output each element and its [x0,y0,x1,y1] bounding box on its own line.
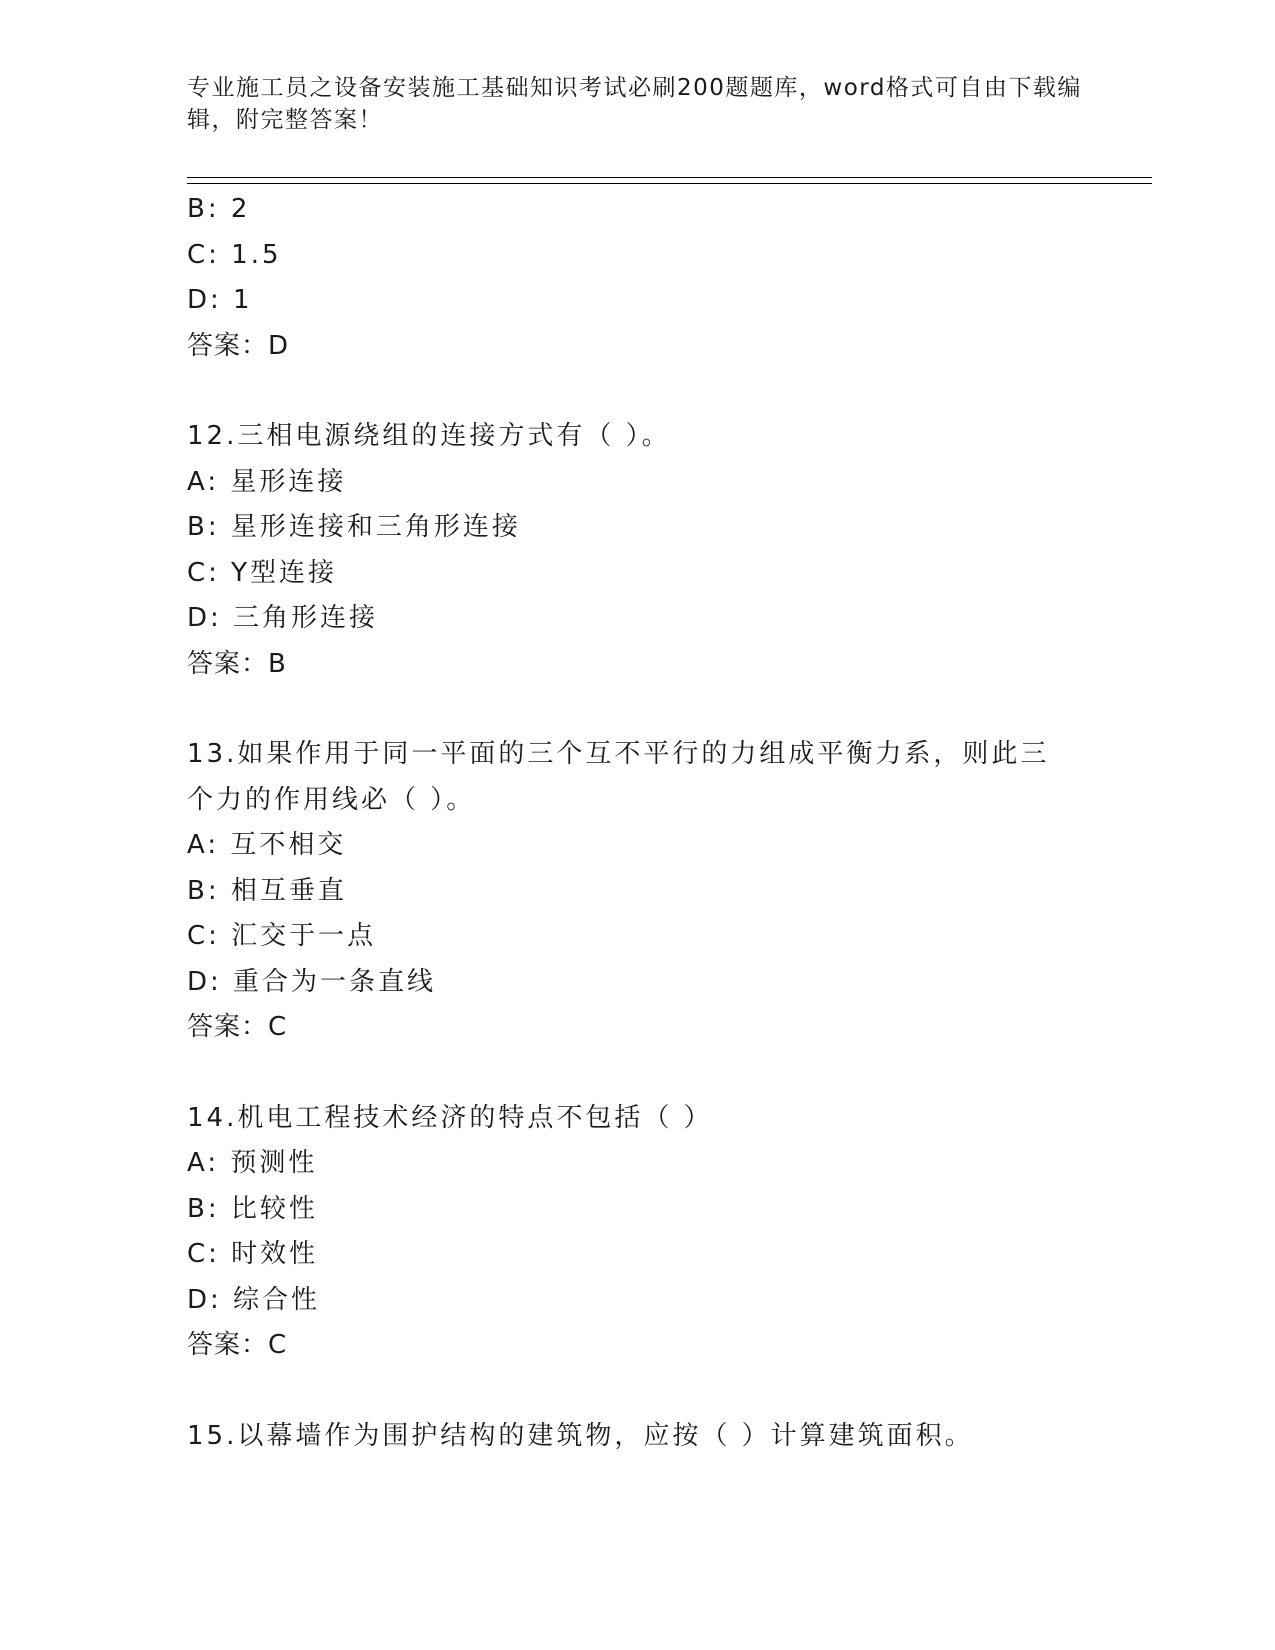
option-c: C: Y型连接 [187,557,338,588]
header-divider [187,177,1152,184]
option-a: A: 星形连接 [187,466,347,497]
option-b: B: 星形连接和三角形连接 [187,512,521,542]
option-c: C: 1.5 [187,239,282,270]
option-a: A: 互不相交 [187,830,347,860]
option-d: D: 综合性 [187,1284,321,1315]
option-c: C: 时效性 [187,1239,319,1269]
question-13 [187,732,1087,1051]
option-b: B: 比较性 [187,1193,318,1224]
answer-line: 答案：C [187,1012,288,1042]
option-d: D: 1 [187,285,253,315]
question-stem: 15.以幕墙作为围护结构的建筑物，应按（ ）计算建筑面积。 [187,1420,974,1451]
question-list [187,187,1087,1459]
option-a: A: 预测性 [187,1148,318,1178]
answer-line: 答案：B [187,648,287,679]
document-header: 专业施工员之设备安装施工基础知识考试必刷200题题库，word格式可自由下载编辑，附完整答案！ [187,75,1082,133]
question-12 [187,414,1087,687]
question-15 [187,1414,1087,1460]
question-stem: 13.如果作用于同一平面的三个互不平行的力组成平衡力系，则此三个力的作用线必（ ）。 [187,739,1050,815]
option-d: D: 重合为一条直线 [187,966,437,997]
question-11-continued [187,187,1087,369]
question-stem: 12.三相电源绕组的连接方式有（ ）。 [187,421,671,451]
option-b: B: 相互垂直 [187,875,347,906]
question-14 [187,1096,1087,1369]
option-d: D: 三角形连接 [187,603,379,633]
answer-line: 答案：C [187,1330,288,1360]
question-stem: 14.机电工程技术经济的特点不包括（ ） [187,1102,713,1133]
option-b: B: 2 [187,194,251,224]
answer-line: 答案：D [187,330,290,361]
option-c: C: 汇交于一点 [187,921,377,951]
